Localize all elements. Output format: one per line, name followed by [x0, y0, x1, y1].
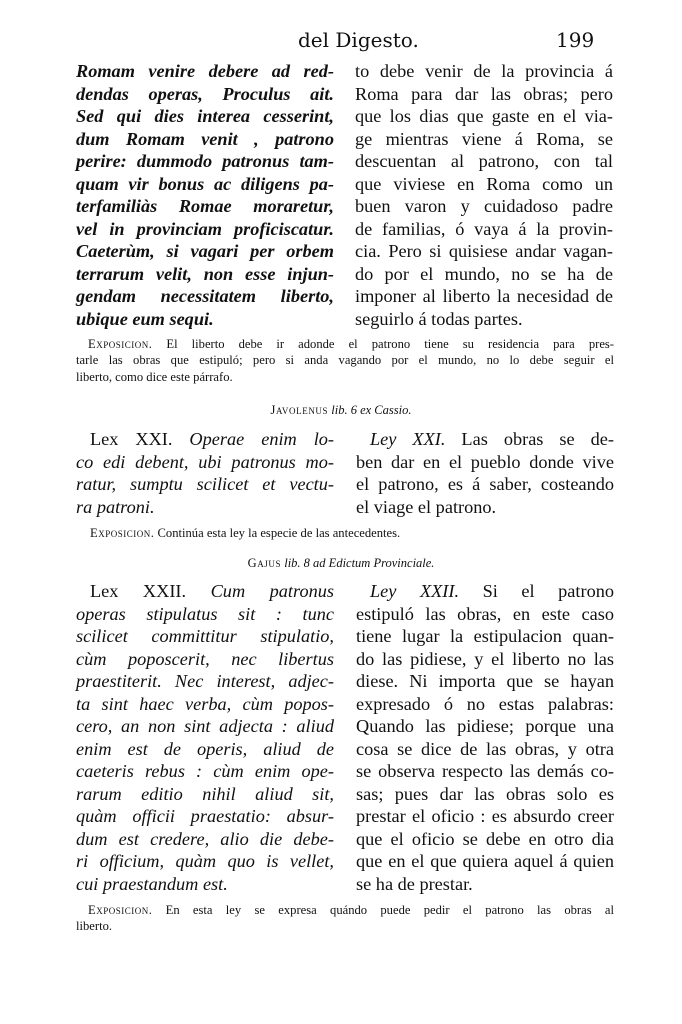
exposicion-note-2	[90, 525, 620, 541]
text-line: praestiterit. Nec interest, adjec-	[76, 671, 334, 691]
text-line: Caeterùm, si vagari per orbem	[76, 241, 334, 261]
text-line: imponer al liberto la necesidad de	[355, 286, 613, 306]
text-line: ra patroni.	[76, 496, 155, 517]
lex-heading: Lex XXI.	[90, 429, 173, 449]
text-line: dendas operas, Proculus ait.	[76, 83, 334, 104]
latin-column-lex21	[76, 428, 335, 518]
text-line: tiene lugar la estipulacion quan-	[356, 626, 614, 646]
text-line: Romam venire debere ad red-	[76, 61, 334, 81]
text-line: que el oficio se debe en otro dia	[356, 828, 614, 849]
text-line: perire: dummodo patronus tam-	[76, 151, 334, 171]
text-line: quàm officii praestatio: absur-	[76, 806, 334, 826]
text-line: descuentan al patrono, con tal	[355, 151, 613, 171]
text-line: gendam necessitatem liberto,	[76, 286, 334, 306]
spanish-column-lex21	[356, 428, 614, 518]
text-line: cia. Pero si quisiese andar vagan-	[355, 241, 613, 261]
text-line: enim est de operis, aliud de	[76, 738, 334, 759]
text-line: buen varon y cuidadoso padre	[355, 196, 613, 216]
text-line	[370, 428, 614, 451]
text-line: Roma para dar las obras; pero	[355, 83, 613, 104]
text-line: ratur, sumptu scilicet et vectu-	[76, 474, 334, 494]
note-line: liberto.	[76, 919, 113, 934]
text-line: el patrono, es á saber, costeando	[356, 474, 614, 494]
text-line: caeteris rebus : cùm enim ope-	[76, 761, 334, 781]
text-line: Sed qui dies interea cesserint,	[76, 106, 334, 126]
text-line	[90, 428, 334, 451]
text-line: ri officium, quàm quo is vellet,	[76, 851, 334, 871]
text-line: dum Romam venit , patrono	[76, 128, 334, 149]
exposicion-label: Exposicion.	[88, 337, 153, 351]
lex-text: Operae enim lo-	[189, 429, 335, 449]
page-number: 199	[556, 28, 595, 52]
text-line: se ha de prestar.	[356, 873, 473, 894]
source-author: Gajus	[247, 556, 282, 570]
text-line: expresado ó no estas palabras:	[356, 693, 614, 714]
text-line: do las pidiese, y el liberto no las	[356, 648, 614, 669]
text-line	[90, 580, 334, 603]
text-line: co edi debent, ubi patronus mo-	[76, 451, 334, 472]
text-line: que los dias que gaste en el via-	[355, 106, 613, 126]
source-reference: lib. 6 ex Cassio.	[331, 403, 412, 417]
lex-text: Cum patronus	[210, 581, 334, 601]
spanish-column-lex22	[356, 580, 614, 895]
ley-heading: Ley XXII.	[370, 581, 460, 601]
source-reference: lib. 8 ad Edictum Provinciale.	[284, 556, 435, 570]
text-line: to debe venir de la provincia á	[355, 61, 613, 81]
text-line: que en el que quiera aquel á quien	[356, 851, 614, 871]
text-line: dum est credere, alio die debe-	[76, 828, 334, 849]
page-header	[0, 28, 682, 54]
note-line: liberto, como dice este párrafo.	[76, 369, 233, 384]
text-line: de familias, ó vaya á la provin-	[355, 218, 613, 239]
text-line: cùm poposcerit, nec libertus	[76, 648, 334, 669]
text-line: cero, an non sint adjecta : aliud	[76, 716, 334, 736]
text-line: se observa respecto las demás co-	[356, 761, 614, 781]
text-line: terfamiliàs Romae moraretur,	[76, 196, 334, 216]
spanish-column-block1	[355, 60, 613, 330]
note-line	[76, 902, 614, 918]
text-line: que viviese en Roma como un	[355, 173, 613, 194]
source-citation-2	[0, 556, 682, 571]
text-line: terrarum velit, non esse injun-	[76, 263, 334, 284]
text-line: cui praestandum est.	[76, 873, 228, 894]
exposicion-note-3	[76, 902, 614, 935]
text-line: sas; pues dar las obras solo es	[356, 783, 614, 804]
ley-heading: Ley XXI.	[370, 429, 446, 449]
running-title: del Digesto.	[298, 28, 419, 52]
text-line: ben dar en el pueblo donde vive	[356, 451, 614, 472]
text-line: estipuló las obras, en este caso	[356, 603, 614, 624]
note-text: El liberto debe ir adonde el patrono tiene su residencia para pres-	[166, 337, 615, 351]
text-line: scilicet committitur stipulatio,	[76, 626, 334, 646]
text-line: prestar el oficio : es absurdo creer	[356, 806, 614, 826]
ley-text: Las obras se de-	[461, 429, 614, 449]
latin-column-lex22	[76, 580, 334, 895]
text-line: diese. Ni importa que se hayan	[356, 671, 614, 691]
text-line: rarum editio nihil aliud sit,	[76, 783, 334, 804]
text-line: cosa se dice de las obras, y otra	[356, 738, 614, 759]
ley-text: Si el patrono	[482, 581, 614, 601]
exposicion-label: Exposicion.	[90, 526, 155, 540]
note-text: Continúa esta ley la especie de las antecedentes.	[157, 526, 401, 540]
text-line: operas stipulatus sit : tunc	[76, 603, 334, 624]
note-text: En esta ley se expresa quándo puede pedir el patrono las obras al	[165, 903, 614, 917]
text-line: quam vir bonus ac diligens pa-	[76, 173, 334, 194]
text-line: el viage el patrono.	[356, 496, 497, 517]
text-line: do por el mundo, no se ha de	[355, 263, 613, 284]
source-citation-1	[0, 403, 682, 418]
text-line: Quando las pidiese; porque una	[356, 716, 614, 736]
text-line	[370, 580, 614, 603]
text-line: ta sint haec verba, cùm popos-	[76, 693, 334, 714]
exposicion-note-1	[76, 336, 614, 385]
latin-column-block1	[76, 60, 334, 330]
text-line: ge mientras viene á Roma, se	[355, 128, 613, 149]
text-line: ubique eum sequi.	[76, 308, 214, 329]
lex-heading: Lex XXII.	[90, 581, 187, 601]
note-line	[76, 336, 614, 352]
text-line: seguirlo á todas partes.	[355, 308, 523, 329]
exposicion-label: Exposicion.	[88, 903, 153, 917]
source-author: Javolenus	[270, 403, 329, 417]
note-line: tarle las obras que estipuló; pero si anda vagando por el mundo, no lo debe seguir el	[76, 353, 614, 368]
text-line: vel in provinciam proficiscatur.	[76, 218, 334, 239]
